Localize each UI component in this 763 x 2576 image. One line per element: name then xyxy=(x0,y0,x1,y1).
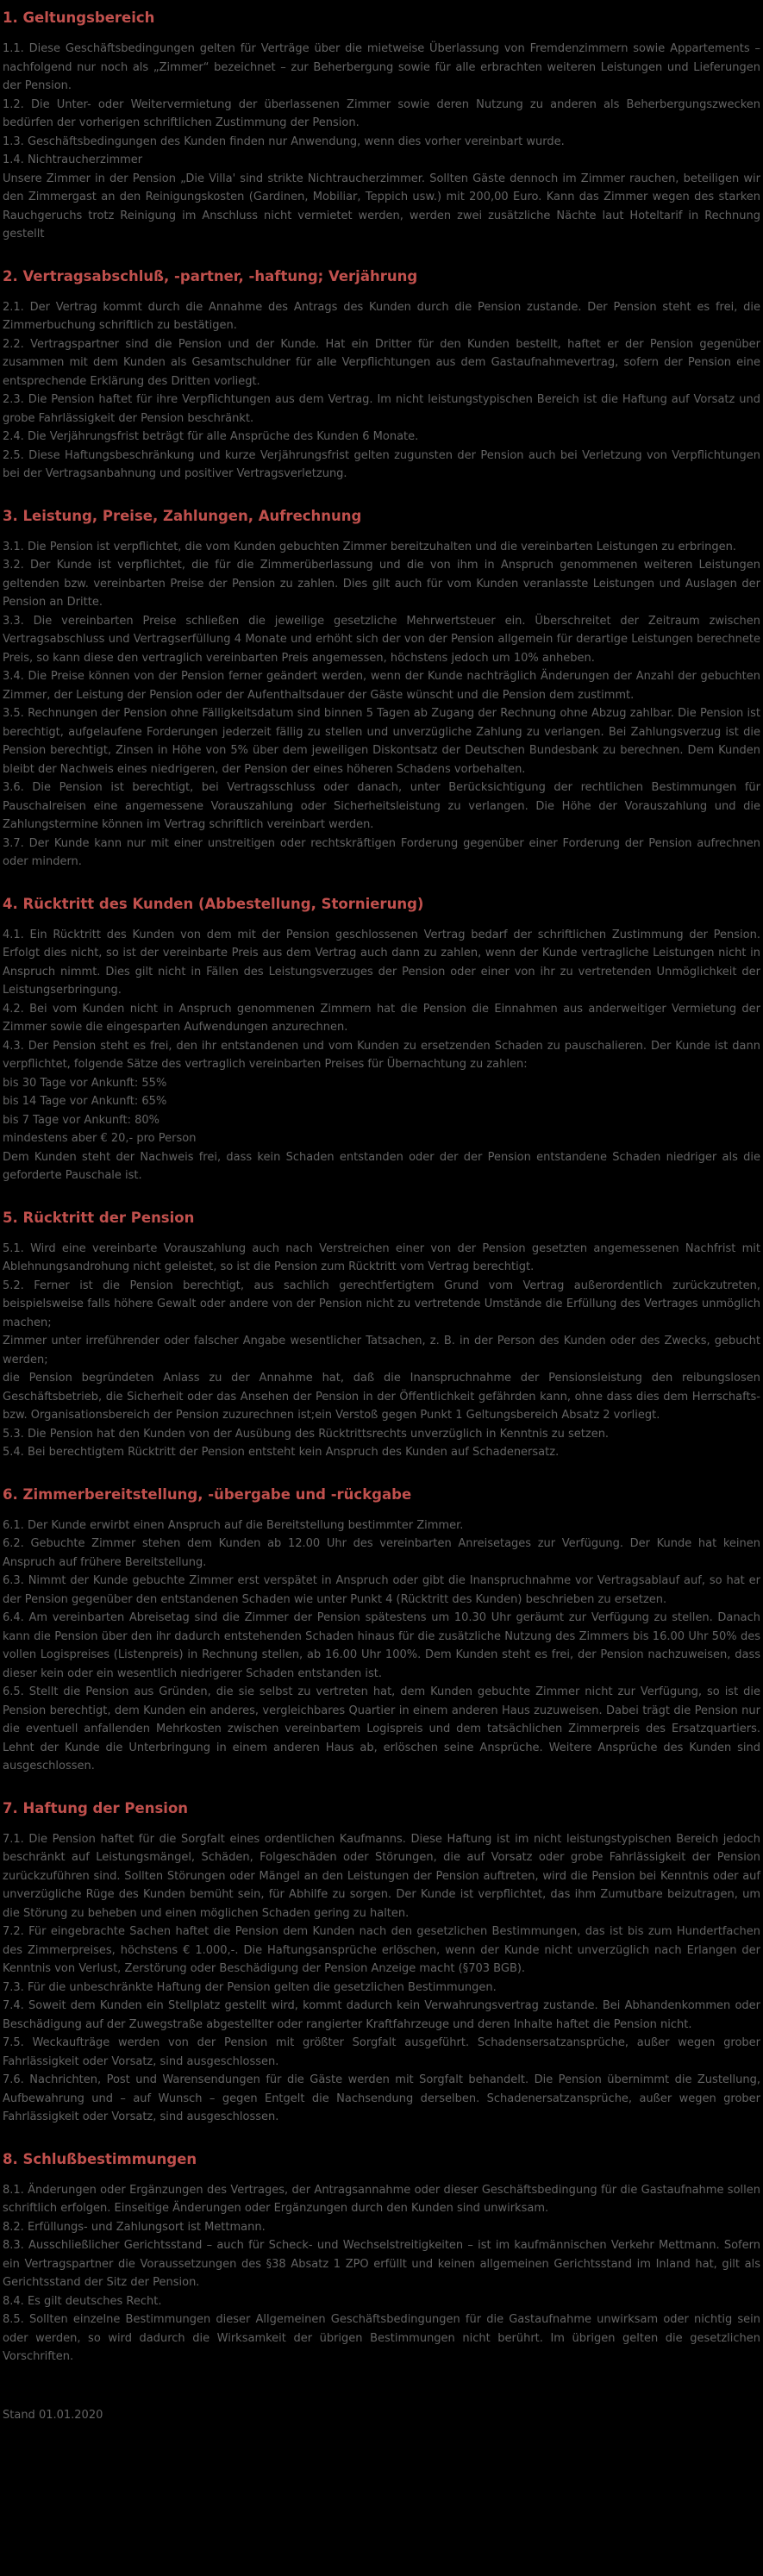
paragraph: 5.2. Ferner ist die Pension berechtigt, aus sachlich gerechtfertigtem Grund vom Vertrag außerordentlich zurückzutreten, beispielsweise falls höhere Gewalt oder andere von der Pension nicht zu vertretende Umstände die Erfüllung des Vertrages unmöglich machen; xyxy=(3,1279,760,1329)
paragraph: 2.3. Die Pension haftet für ihre Verpflichtungen aus dem Vertrag. Im nicht leistungstypischen Bereich ist die Haftung auf Vorsatz und grobe Fahrlässigkeit der Pension beschränkt. xyxy=(3,393,760,425)
paragraph: 4.1. Ein Rücktritt des Kunden von dem mit der Pension geschlossenen Vertrag bedarf der schriftlichen Zustimmung der Pension. Erfolgt dies nicht, so ist der vereinbarte Preis aus dem Vertrag auch dann zu zahlen, wenn der Kunde vertragliche Leistungen nicht in Anspruch nimmt. Dies gilt nicht in Fällen des Leistungsverzuges der Pension oder einer von ihr zu vertretenden Unmöglichkeit der Leistungserbringung. xyxy=(3,928,760,997)
paragraph: 3.7. Der Kunde kann nur mit einer unstreitigen oder rechtskräftigen Forderung gegenüber einer Forderung der Pension aufrechnen oder mindern. xyxy=(3,836,760,868)
terms-section xyxy=(3,9,760,244)
paragraph: 1.2. Die Unter- oder Weitervermietung der überlassenen Zimmer sowie deren Nutzung zu anderen als Beherbergungszwecken bedürfen der vorherigen schriftlichen Zustimmung der Pension. xyxy=(3,97,760,129)
section-heading: 1. Geltungsbereich xyxy=(3,9,155,26)
paragraph: 6.1. Der Kunde erwirbt einen Anspruch auf die Bereitstellung bestimmter Zimmer. xyxy=(3,1518,464,1532)
paragraph: 7.1. Die Pension haftet für die Sorgfalt eines ordentlichen Kaufmanns. Diese Haftung ist im nicht leistungstypischen Bereich jedoch beschränkt auf Leistungsmängel, Schäden, Folgeschäden oder Störungen, die auf Vorsatz oder grobe Fahrlässigkeit der Pension zurückzuführen sind. Sollten Störungen oder Mängel an den Leistungen der Pension auftreten, wird die Pension bei Kenntnis oder auf unverzügliche Rüge des Kunden bemüht sein, für Abhilfe zu sorgen. Der Kunde ist verpflichtet, das ihm Zumutbare beizutragen, um die Störung zu beheben und einen möglichen Schaden gering zu halten. xyxy=(3,1832,760,1920)
paragraph: bis 30 Tage vor Ankunft: 55% xyxy=(3,1076,167,1090)
paragraph: 3.2. Der Kunde ist verpflichtet, die für die Zimmerüberlassung und die von ihm in Anspruch genommenen weiteren Leistungen geltenden bzw. vereinbarten Preise der Pension zu zahlen. Dies gilt auch für vom Kunden veranlasste Leistungen und Auslagen der Pension an Dritte. xyxy=(3,559,760,609)
paragraph: 1.3. Geschäftsbedingungen des Kunden finden nur Anwendung, wenn dies vorher vereinbart wurde. xyxy=(3,134,565,148)
paragraph: 1.1. Diese Geschäftsbedingungen gelten für Verträge über die mietweise Überlassung von Fremdenzimmern sowie Appartements – nachfolgend nur noch als „Zimmer“ bezeichnet – zur Beherbergung sowie für alle erbrachten weiteren Leistungen und Lieferungen der Pension. xyxy=(3,42,760,92)
paragraph: 2.4. Die Verjährungsfrist beträgt für alle Ansprüche des Kunden 6 Monate. xyxy=(3,430,419,443)
paragraph: 7.5. Weckaufträge werden von der Pension mit größter Sorgfalt ausgeführt. Schadensersatzansprüche, außer wegen grober Fahrlässigkeit oder Vorsatz, sind ausgeschlossen. xyxy=(3,2036,760,2068)
paragraph: 8.5. Sollten einzelne Bestimmungen dieser Allgemeinen Geschäftsbedingungen für die Gastaufnahme unwirksam oder nichtig sein oder werden, so wird dadurch die Wirksamkeit der übrigen Bestimmungen nicht berührt. Im übrigen gelten die gesetzlichen Vorschriften. xyxy=(3,2313,760,2363)
paragraph: 7.6. Nachrichten, Post und Warensendungen für die Gäste werden mit Sorgfalt behandelt. Die Pension übernimmt die Zustellung, Aufbewahrung und – auf Wunsch – gegen Entgelt die Nachsendung derselben. Schadenersatzansprüche, außer wegen grober Fahrlässigkeit oder Vorsatz, sind ausgeschlossen. xyxy=(3,2073,760,2123)
paragraph: 6.4. Am vereinbarten Abreisetag sind die Zimmer der Pension spätestens um 10.30 Uhr geräumt zur Verfügung zu stellen. Danach kann die Pension über den ihr dadurch entstehenden Schaden hinaus für die zusätzliche Nutzung des Zimmers bis 16.00 Uhr 50% des vollen Logispreises (Listenpreis) in Rechnung stellen, ab 16.00 Uhr 100%. Dem Kunden steht es frei, der Pension nachzuweisen, dass dieser kein oder ein wesentlich niedrigerer Schaden entstanden ist. xyxy=(3,1611,760,1680)
paragraph: 5.4. Bei berechtigtem Rücktritt der Pension entsteht kein Anspruch des Kunden auf Schadenersatz. xyxy=(3,1446,560,1459)
paragraph: 4.3. Der Pension steht es frei, den ihr entstandenen und vom Kunden zu ersetzenden Schaden zu pauschalieren. Der Kunde ist dann verpflichtet, folgende Sätze des vertraglich vereinbarten Preises für Übernachtung zu zahlen: xyxy=(3,1039,760,1071)
paragraph: 4.2. Bei vom Kunden nicht in Anspruch genommenen Zimmern hat die Pension die Einnahmen aus anderweitiger Vermietung der Zimmer sowie die eingesparten Aufwendungen anzurechnen. xyxy=(3,1002,760,1034)
paragraph: 5.3. Die Pension hat den Kunden von der Ausübung des Rücktrittsrechts unverzüglich in Kenntnis zu setzen. xyxy=(3,1427,610,1441)
paragraph: 8.2. Erfüllungs- und Zahlungsort ist Mettmann. xyxy=(3,2220,266,2234)
paragraph: Dem Kunden steht der Nachweis frei, dass kein Schaden entstanden oder der der Pension entstandene Schaden niedriger als die geforderte Pauschale ist. xyxy=(3,1150,760,1182)
section-heading: 7. Haftung der Pension xyxy=(3,1799,189,1816)
terms-section xyxy=(3,1485,760,1776)
paragraph: 8.1. Änderungen oder Ergänzungen des Vertrages, der Antragsannahme oder dieser Geschäftsbedingung für die Gastaufnahme sollen schriftlich erfolgen. Einseitige Änderungen oder Ergänzungen durch den Kunden sind unwirksam. xyxy=(3,2183,760,2215)
paragraph: mindestens aber € 20,- pro Person xyxy=(3,1132,197,1145)
section-heading: 5. Rücktritt der Pension xyxy=(3,1209,195,1226)
paragraph: 7.2. Für eingebrachte Sachen haftet die Pension dem Kunden nach den gesetzlichen Bestimmungen, das ist bis zum Hundertfachen des Zimmerpreises, höchstens € 1.000,-. Die Haftungsansprüche erlöschen, wenn der Kunde nicht unverzüglich nach Erlangen der Kenntnis von Verlust, Zerstörung oder Beschädigung der Pension Anzeige macht (§703 BGB). xyxy=(3,1925,760,1975)
terms-section xyxy=(3,1799,760,2127)
section-heading: 6. Zimmerbereitstellung, -übergabe und -rückgabe xyxy=(3,1485,412,1503)
paragraph: 3.4. Die Preise können von der Pension ferner geändert werden, wenn der Kunde nachträglich Änderungen der Anzahl der gebuchten Zimmer, der Leistung der Pension oder der Aufenthaltsdauer der Gäste wünscht und die Pension dem zustimmt. xyxy=(3,670,760,702)
paragraph: bis 14 Tage vor Ankunft: 65% xyxy=(3,1095,167,1108)
paragraph: Zimmer unter irreführender oder falscher Angabe wesentlicher Tatsachen, z. B. in der Person des Kunden oder des Zwecks, gebucht werden; xyxy=(3,1335,760,1366)
paragraph: 7.3. Für die unbeschränkte Haftung der Pension gelten die gesetzlichen Bestimmungen. xyxy=(3,1980,497,1994)
paragraph: Unsere Zimmer in der Pension „Die Villa' sind strikte Nichtraucherzimmer. Sollten Gäste dennoch im Zimmer rauchen, beteiligen wir den Zimmergast an den Reinigungskosten (Gardinen, Mobiliar, Teppich usw.) mit 200,00 Euro. Kann das Zimmer wegen des starken Rauchgeruchs trotz Reinigung im Anschluss nicht vermietet werden, werden zwei zusätzliche Nächte laut Hoteltarif in Rechnung gestellt xyxy=(3,172,760,241)
section-heading: 2. Vertragsabschluß, -partner, -haftung; Verjährung xyxy=(3,267,418,284)
paragraph: 6.2. Gebuchte Zimmer stehen dem Kunden ab 12.00 Uhr des vereinbarten Anreisetages zur Verfügung. Der Kunde hat keinen Anspruch auf frühere Bereitstellung. xyxy=(3,1537,760,1569)
paragraph: 8.3. Ausschließlicher Gerichtsstand – auch für Scheck- und Wechselstreitigkeiten – ist im kaufmännischen Verkehr Mettmann. Sofern ein Vertragspartner die Voraussetzungen des §38 Absatz 1 ZPO erfüllt und keinen allgemeinen Gerichtsstand im Inland hat, gilt als Gerichtsstand der Sitz der Pension. xyxy=(3,2239,760,2289)
paragraph: 2.2. Vertragspartner sind die Pension und der Kunde. Hat ein Dritter für den Kunden bestellt, haftet er der Pension gegenüber zusammen mit dem Kunden als Gesamtschuldner für alle Verpflichtungen aus dem Gastaufnahmevertrag, sofern der Pension eine entsprechende Erklärung des Dritten vorliegt. xyxy=(3,337,760,388)
terms-section xyxy=(3,267,760,484)
paragraph: 6.3. Nimmt der Kunde gebuchte Zimmer erst verspätet in Anspruch oder gibt die Inanspruchnahme vor Vertragsablauf auf, so hat er der Pension gegenüber den entstandenen Schaden wie unter Punkt 4 (Rücktritt des Kunden) beschrieben zu ersetzen. xyxy=(3,1574,760,1606)
paragraph: 8.4. Es gilt deutsches Recht. xyxy=(3,2294,162,2308)
paragraph: 3.5. Rechnungen der Pension ohne Fälligkeitsdatum sind binnen 5 Tagen ab Zugang der Rechnung ohne Abzug zahlbar. Die Pension ist berechtigt, aufgelaufene Forderungen jederzeit fällig zu stellen und unverzügliche Zahlung zu verlangen. Bei Zahlungsverzug ist die Pension berechtigt, Zinsen in Höhe von 5% über dem jeweiligen Diskontsatz der Deutschen Bundesbank zu berechnen. Dem Kunden bleibt der Nachweis eines niedrigeren, der Pension der eines höheren Schadens vorbehalten. xyxy=(3,707,760,776)
paragraph: die Pension begründeten Anlass zu der Annahme hat, daß die Inanspruchnahme der Pensionsleistung den reibungslosen Geschäftsbetrieb, die Sicherheit oder das Ansehen der Pension in der Öffentlichkeit gefährden kann, ohne dass dies dem Herrschafts- bzw. Organisationsbereich der Pension zuzurechnen ist;ein Verstoß gegen Punkt 1 Geltungsbereich Absatz 2 vorliegt. xyxy=(3,1372,760,1422)
paragraph: bis 7 Tage vor Ankunft: 80% xyxy=(3,1113,160,1127)
terms-section xyxy=(3,895,760,1185)
paragraph: 7.4. Soweit dem Kunden ein Stellplatz gestellt wird, kommt dadurch kein Verwahrungsvertrag zustande. Bei Abhandenkommen oder Beschädigung auf der Zuwegstraße abgestellter oder rangierter Kraftfahrzeuge und deren Inhalte haftet die Pension nicht. xyxy=(3,1999,760,2031)
paragraph: 5.1. Wird eine vereinbarte Vorauszahlung auch nach Verstreichen einer von der Pension gesetzten angemessenen Nachfrist mit Ablehnungsandrohung nicht geleistet, so ist die Pension zum Rücktritt vom Vertrag berechtigt. xyxy=(3,1241,760,1273)
terms-section xyxy=(3,507,760,872)
section-heading: 3. Leistung, Preise, Zahlungen, Aufrechnung xyxy=(3,507,362,524)
document-version-date: Stand 01.01.2020 xyxy=(3,2408,103,2422)
terms-section xyxy=(3,1209,760,1462)
section-heading: 8. Schlußbestimmungen xyxy=(3,2150,197,2167)
paragraph: 6.5. Stellt die Pension aus Gründen, die sie selbst zu vertreten hat, dem Kunden gebuchte Zimmer nicht zur Verfügung, so ist die Pension berechtigt, dem Kunden ein anderes, vergleichbares Quartier in einem anderen Haus zuzuweisen. Dabei trägt die Pension nur die eventuell anfallenden Mehrkosten zwischen vereinbartem Logispreis und dem tatsächlichen Zimmerpreis des Ersatzquartiers. Lehnt der Kunde die Unterbringung in einem anderen Haus ab, erlöschen seine Ansprüche. Weitere Ansprüche des Kunden sind ausgeschlossen. xyxy=(3,1685,760,1773)
paragraph: 2.5. Diese Haftungsbeschränkung und kurze Verjährungsfrist gelten zugunsten der Pension auch bei Verletzung von Verpflichtungen bei der Vertragsanbahnung und positiver Vertragsverletzung. xyxy=(3,448,760,480)
terms-section xyxy=(3,2150,760,2367)
paragraph: 1.4. Nichtraucherzimmer xyxy=(3,153,143,166)
section-heading: 4. Rücktritt des Kunden (Abbestellung, Stornierung) xyxy=(3,895,424,912)
paragraph: 3.1. Die Pension ist verpflichtet, die vom Kunden gebuchten Zimmer bereitzuhalten und die vereinbarten Leistungen zu erbringen. xyxy=(3,540,736,553)
paragraph: 2.1. Der Vertrag kommt durch die Annahme des Antrags des Kunden durch die Pension zustande. Der Pension steht es frei, die Zimmerbuchung schriftlich zu bestätigen. xyxy=(3,300,760,332)
paragraph: 3.3. Die vereinbarten Preise schließen die jeweilige gesetzliche Mehrwertsteuer ein. Überschreitet der Zeitraum zwischen Vertragsabschluss und Vertragserfüllung 4 Monate und erhöht sich der von der Pension allgemein für derartige Leistungen berechnete Preis, so kann diese den vertraglich vereinbarten Preis angemessen, höchstens jedoch um 10% anheben. xyxy=(3,614,760,665)
paragraph: 3.6. Die Pension ist berechtigt, bei Vertragsschluss oder danach, unter Berücksichtigung der rechtlichen Bestimmungen für Pauschalreisen eine angemessene Vorauszahlung oder Sicherheitsleistung zu verlangen. Die Höhe der Vorauszahlung und die Zahlungstermine können im Vertrag schriftlich vereinbart werden. xyxy=(3,781,760,831)
